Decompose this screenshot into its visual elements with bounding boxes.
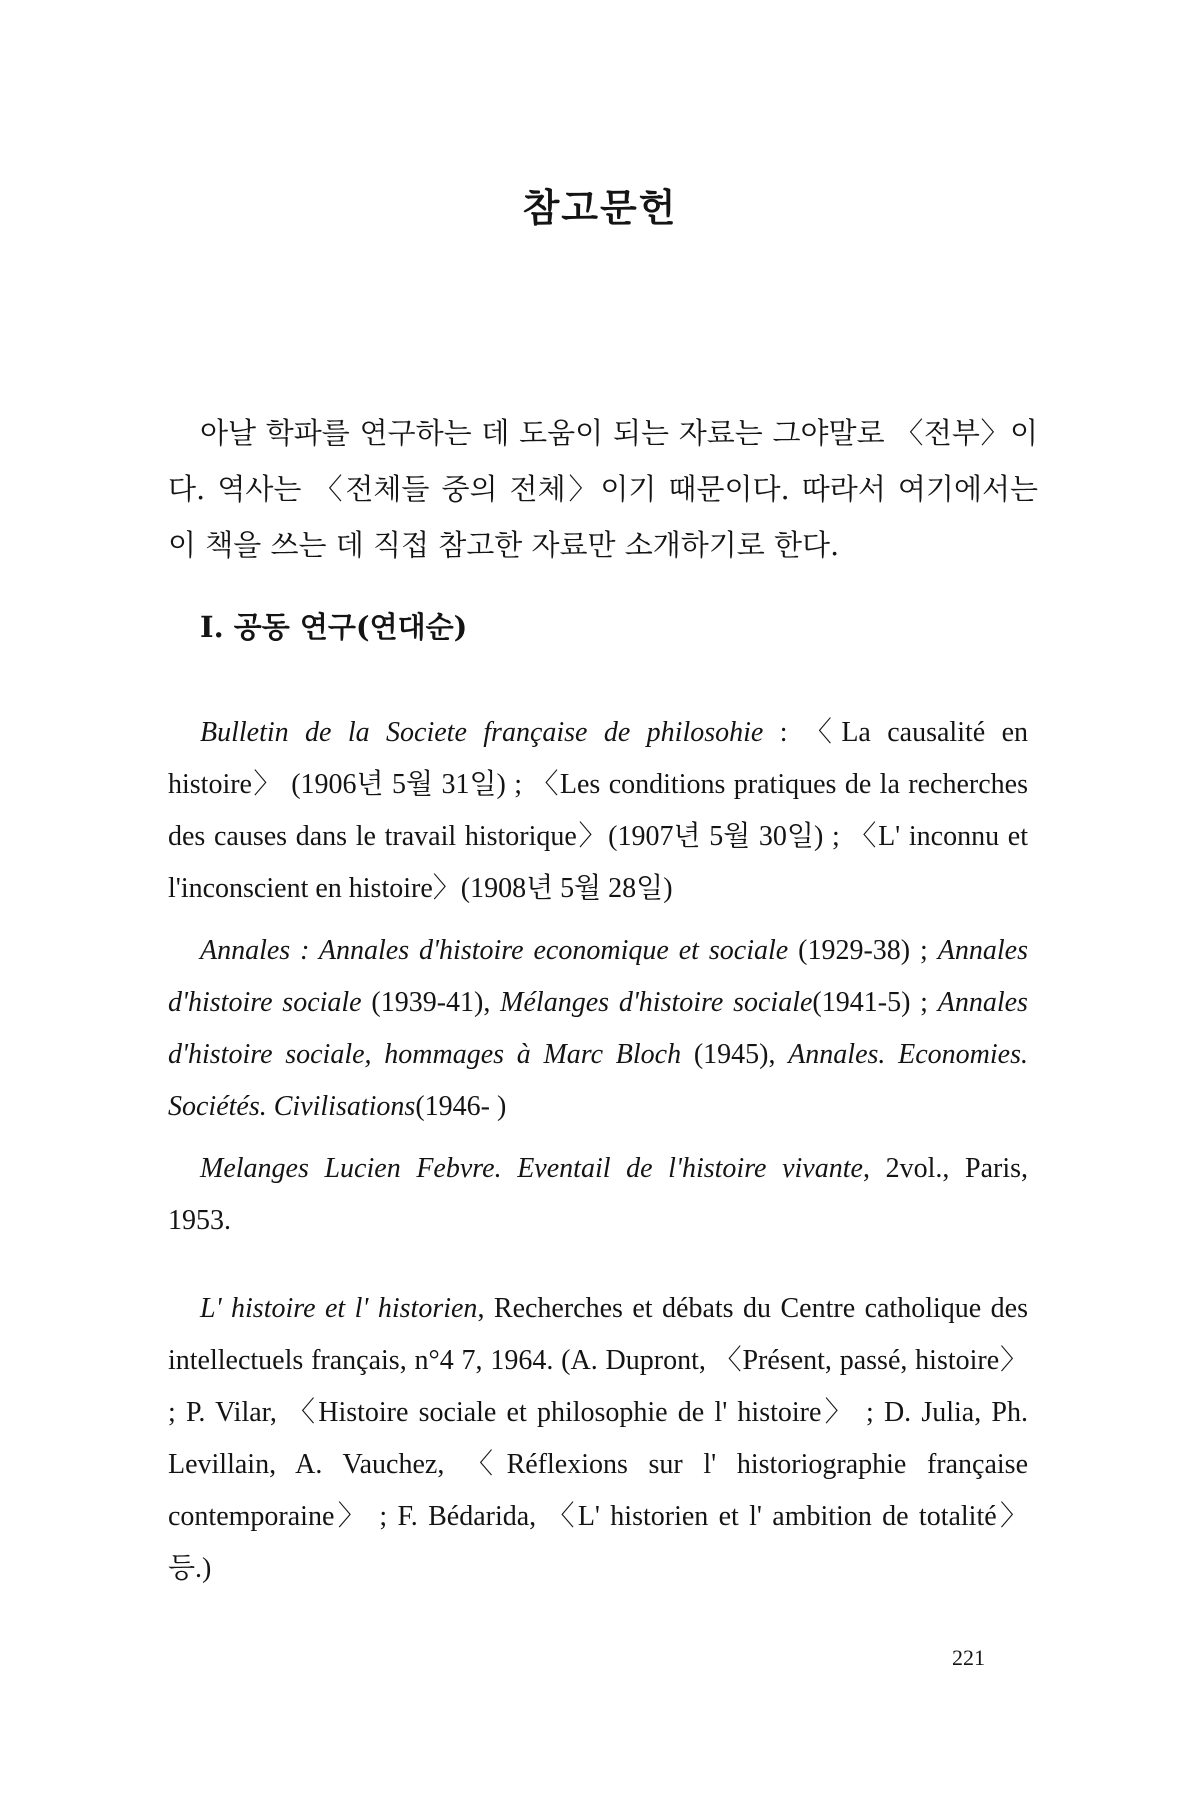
entry-part: Annales d'histoire sociale: [168, 935, 1028, 1018]
entry-part: Annales d'histoire sociale, hommages à Marc Bloch: [168, 987, 1028, 1070]
bibliography-entry: [168, 925, 1028, 1133]
entry-part: Annales. Economies. Sociétés. Civilisations: [168, 1039, 1028, 1122]
bibliography-entry: [168, 707, 1028, 915]
entry-part: (1946- ): [415, 1091, 507, 1122]
entry-part: , 2vol., Paris, 1953.: [168, 1153, 1028, 1236]
page-number: 221: [952, 1645, 985, 1670]
entry-part: : 〈La causalité en histoire〉 (1906년 5월 31일) ; 〈Les conditions pratiques de la recherches des causes dans le travail historique〉(1907년 5월 30일) ; 〈L' inconnu et l'inconscient en histoire〉(1908년 5월 28일): [168, 717, 1029, 904]
entry-part: (1941-5) ;: [812, 987, 938, 1018]
entry-part: (1945),: [681, 1039, 789, 1070]
bibliography-entry: [168, 1283, 1028, 1595]
entry-part: L' histoire et l' historien: [200, 1293, 478, 1324]
section-heading: Ⅰ. 공동 연구(연대순): [200, 610, 468, 644]
page-title: 참고문헌: [522, 185, 678, 231]
entry-part: Annales : Annales d'histoire economique et sociale: [200, 935, 789, 966]
entry-part: (1939-41),: [361, 987, 501, 1018]
intro-paragraph: 아날 학파를 연구하는 데 도움이 되는 자료는 그야말로 〈전부〉이다. 역사는 〈전체들 중의 전체〉이기 때문이다. 따라서 여기에서는 이 책을 쓰는 데 직접 참고한 자료만 소개하기로 한다.: [168, 416, 1038, 562]
entry-part: Mélanges d'histoire sociale: [500, 987, 813, 1018]
entry-part: (1929-38) ;: [788, 935, 938, 966]
entry-part: Bulletin de la Societe française de philosohie: [200, 717, 764, 748]
entry-part: Melanges Lucien Febvre. Eventail de l'histoire vivante: [200, 1153, 863, 1184]
bibliography-entry: [168, 1143, 1028, 1247]
entry-part: , Recherches et débats du Centre catholique des intellectuels français, n°4 7, 1964. (A. Dupront, 〈Présent, passé, histoire〉 ; P. Vilar, 〈Histoire sociale et philosophie de l' histoire〉 ; D. Julia, Ph. Levillain, A. Vauchez, 〈Réflexions sur l' historiographie française contemporaine〉 ; F. Bédarida, 〈L' historien et l' ambition de totalité〉 등.): [168, 1293, 1028, 1584]
